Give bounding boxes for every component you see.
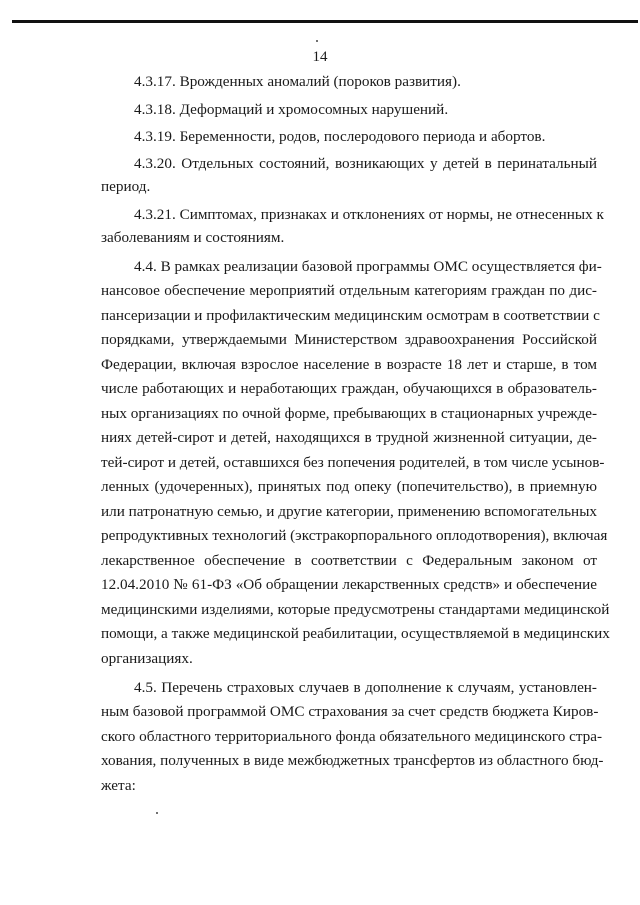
- text-line: 4.3.20. Отдельных состояний, возникающих у детей в перинатальный: [134, 155, 597, 172]
- text-line: нансовое обеспечение мероприятий отдельным категориям граждан по дис-: [101, 282, 597, 299]
- scan-speck: [156, 812, 158, 814]
- text-line: тей-сирот и детей, оставшихся без попечения родителей, в том числе усынов-: [101, 454, 605, 471]
- scan-speck: [316, 40, 318, 42]
- text-line: хования, полученных в виде межбюджетных трансфертов из областного бюд-: [101, 752, 604, 769]
- text-line: ниях детей-сирот и детей, находящихся в трудной жизненной ситуации, де-: [101, 429, 597, 446]
- text-line: 4.3.19. Беременности, родов, послеродового периода и абортов.: [134, 128, 546, 145]
- text-line: 12.04.2010 № 61-ФЗ «Об обращении лекарственных средств» и обеспечение: [101, 576, 597, 593]
- text-line: помощи, а также медицинской реабилитации, осуществляемой в медицинских: [101, 625, 610, 642]
- text-line: лекарственное обеспечение в соответствии с Федеральным законом от: [101, 552, 597, 569]
- text-line: 4.4. В рамках реализации базовой программы ОМС осуществляется фи-: [134, 258, 602, 275]
- text-line: репродуктивных технологий (экстракорпорального оплодотворения), включая: [101, 527, 608, 544]
- text-line: жета:: [101, 777, 136, 794]
- text-line: период.: [101, 178, 151, 195]
- text-line: 4.5. Перечень страховых случаев в дополнение к случаям, установлен-: [134, 679, 597, 696]
- text-line: числе работающих и неработающих граждан, обучающихся в образователь-: [101, 380, 597, 397]
- top-rule: [12, 20, 638, 23]
- text-line: порядками, утверждаемыми Министерством здравоохранения Российской: [101, 331, 597, 348]
- text-line: или патронатную семью, и другие категории, применению вспомогательных: [101, 503, 597, 520]
- text-line: 4.3.18. Деформаций и хромосомных нарушений.: [134, 101, 449, 118]
- text-line: ского областного территориального фонда обязательного медицинского стра-: [101, 728, 603, 745]
- text-line: 4.3.21. Симптомах, признаках и отклонениях от нормы, не отнесенных к: [134, 206, 604, 223]
- text-line: 4.3.17. Врожденных аномалий (пороков развития).: [134, 73, 461, 90]
- text-line: медицинскими изделиями, которые предусмотрены стандартами медицинской: [101, 601, 610, 618]
- text-line: ленных (удочеренных), принятых под опеку (попечительство), в приемную: [101, 478, 597, 495]
- text-line: заболеваниям и состояниям.: [101, 229, 285, 246]
- text-line: ным базовой программой ОМС страхования за счет средств бюджета Киров-: [101, 703, 599, 720]
- text-line: пансеризации и профилактическим медицинским осмотрам в соответствии с: [101, 307, 600, 324]
- page-number: 14: [312, 49, 328, 65]
- text-line: ных организациях по очной форме, пребывающих в стационарных учрежде-: [101, 405, 597, 422]
- text-line: Федерации, включая взрослое население в возрасте 18 лет и старше, в том: [101, 356, 597, 373]
- text-line: организациях.: [101, 650, 193, 667]
